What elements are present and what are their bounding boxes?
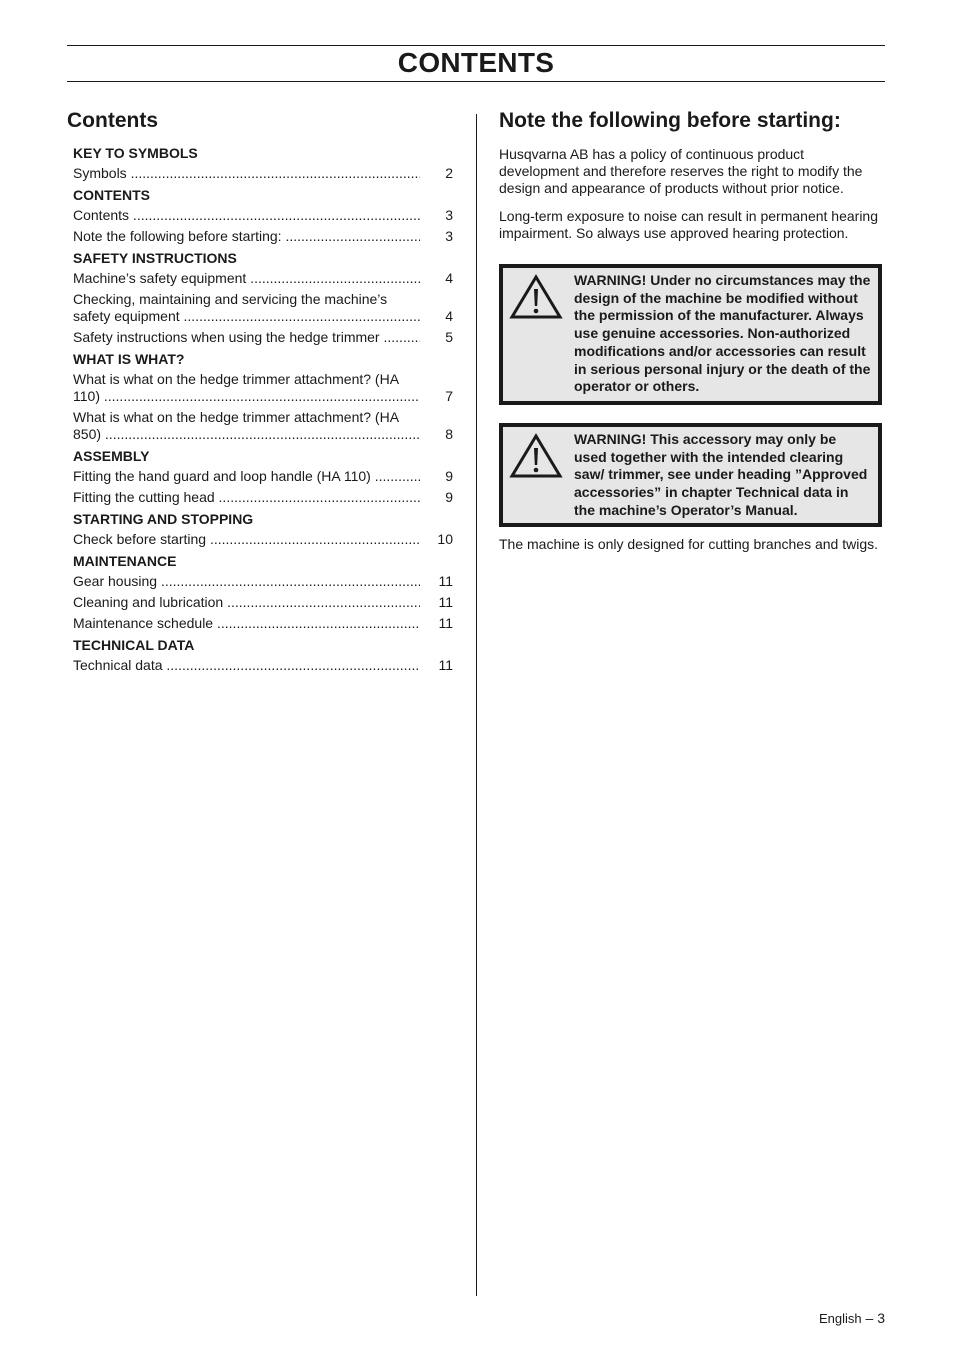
toc-entry-label: Note the following before starting: [73,228,282,244]
toc-entry[interactable] [73,165,453,186]
toc-leader-dots [127,165,420,181]
toc-entry-label: What is what on the hedge trimmer attachment? (HA [73,371,400,387]
toc-entry[interactable] [73,207,453,228]
note-heading: Note the following before starting: [499,109,841,132]
toc-entry-label: Maintenance schedule [73,615,214,631]
usage-paragraph: The machine is only designed for cutting branches and twigs. [499,536,878,552]
toc-entry[interactable] [73,657,453,678]
toc-section-heading: CONTENTS [73,187,150,203]
toc-entry-label-continued: safety equipment [73,308,180,324]
toc-entry[interactable] [73,489,453,510]
toc-entry-label: Machine’s safety equipment [73,270,247,286]
page-footer [819,1310,885,1326]
footer-page-number: 3 [877,1310,885,1326]
toc-entry[interactable] [73,329,453,350]
toc-entry-label: Symbols [73,165,127,181]
column-divider [476,114,477,1296]
toc-entry-label: Cleaning and lubrication [73,594,224,610]
title-bottom-rule [67,81,885,82]
toc-page-number: 4 [445,270,453,286]
toc-entry-label: Fitting the cutting head [73,489,215,505]
warning-triangle-icon [509,433,563,479]
toc-section-heading: ASSEMBLY [73,448,150,464]
toc-leader-dots [282,228,420,244]
toc-entry-label: Fitting the hand guard and loop handle (HA 110) [73,468,371,484]
toc-section-heading: STARTING AND STOPPING [73,511,254,527]
toc-entry[interactable] [73,228,453,249]
toc-entry-label-continued: 850) [73,426,102,442]
toc-leader-dots [100,388,420,404]
toc-entry[interactable] [73,291,453,329]
footer-separator: – [865,1310,874,1326]
toc-leader-dots [129,207,420,223]
toc-entry[interactable] [73,573,453,594]
toc-entry-label: Check before starting [73,531,207,547]
toc-leader-dots [380,329,420,345]
toc-entry[interactable] [73,615,453,636]
toc-section-heading: KEY TO SYMBOLS [73,145,198,161]
toc-entry-label: What is what on the hedge trimmer attachment? (HA [73,409,400,425]
toc-page-number: 10 [437,531,453,547]
toc-page-number: 11 [438,573,453,589]
toc-leader-dots [223,594,420,610]
toc-entry-label: Safety instructions when using the hedge trimmer [73,329,380,345]
toc-entry[interactable] [73,371,453,409]
toc-entry-label: Technical data [73,657,163,673]
toc-section-heading: MAINTENANCE [73,553,177,569]
toc-page-number: 11 [438,657,453,673]
toc-leader-dots [246,270,420,286]
toc-leader-dots [157,573,420,589]
toc-entry-label: Contents [73,207,130,223]
toc-entry[interactable] [73,468,453,489]
table-of-contents [73,144,453,678]
toc-page-number: 11 [438,594,453,610]
warning-box-accessory [499,423,882,527]
footer-language: English [818,1311,862,1326]
toc-leader-dots [215,489,420,505]
toc-page-number: 5 [445,329,453,345]
toc-section-heading: WHAT IS WHAT? [73,351,185,367]
warning-triangle-icon [509,274,563,320]
toc-page-number: 3 [445,228,453,244]
toc-entry[interactable] [73,409,453,447]
toc-leader-dots [180,308,420,324]
toc-page-number: 3 [445,207,453,223]
toc-section-heading: SAFETY INSTRUCTIONS [73,250,237,266]
toc-leader-dots [163,657,420,673]
toc-leader-dots [213,615,420,631]
toc-entry-label-continued: 110) [73,388,100,404]
toc-entry-label: Gear housing [73,573,158,589]
toc-page-number: 2 [445,165,453,181]
warning-text-modification: WARNING! Under no circumstances may the design of the machine be modified without the permission of the manufacturer. Always use genuine accessories. Non-authorized modifications and/or accessories can result in serious personal injury or the death of the operator or others. [574,272,871,395]
toc-page-number: 11 [438,615,453,631]
toc-page-number: 9 [445,468,453,484]
toc-entry[interactable] [73,594,453,615]
toc-leader-dots [101,426,420,442]
toc-entry-label: Checking, maintaining and servicing the machine’s [73,291,388,307]
toc-page-number: 4 [445,308,453,324]
contents-heading: Contents [67,109,158,132]
toc-page-number: 9 [445,489,453,505]
toc-page-number: 8 [445,426,453,442]
toc-leader-dots [371,468,420,484]
policy-paragraph: Husqvarna AB has a policy of continuous product development and therefore reserves the right to modify the design and appearance of products without prior notice. [499,146,863,196]
toc-section-heading: TECHNICAL DATA [73,637,195,653]
warning-text-accessory: WARNING! This accessory may only be used together with the intended clearing saw/ trimmer, see under heading ”Approved accessories” in chapter Technical data in the machine’s Operator’s Manual. [574,431,868,518]
noise-paragraph: Long-term exposure to noise can result in permanent hearing impairment. So always use approved hearing protection. [499,208,878,241]
toc-page-number: 7 [445,388,453,404]
toc-leader-dots [206,531,420,547]
warning-box-modification [499,264,882,405]
page-title: CONTENTS [397,47,555,78]
toc-entry[interactable] [73,531,453,552]
toc-entry[interactable] [73,270,453,291]
